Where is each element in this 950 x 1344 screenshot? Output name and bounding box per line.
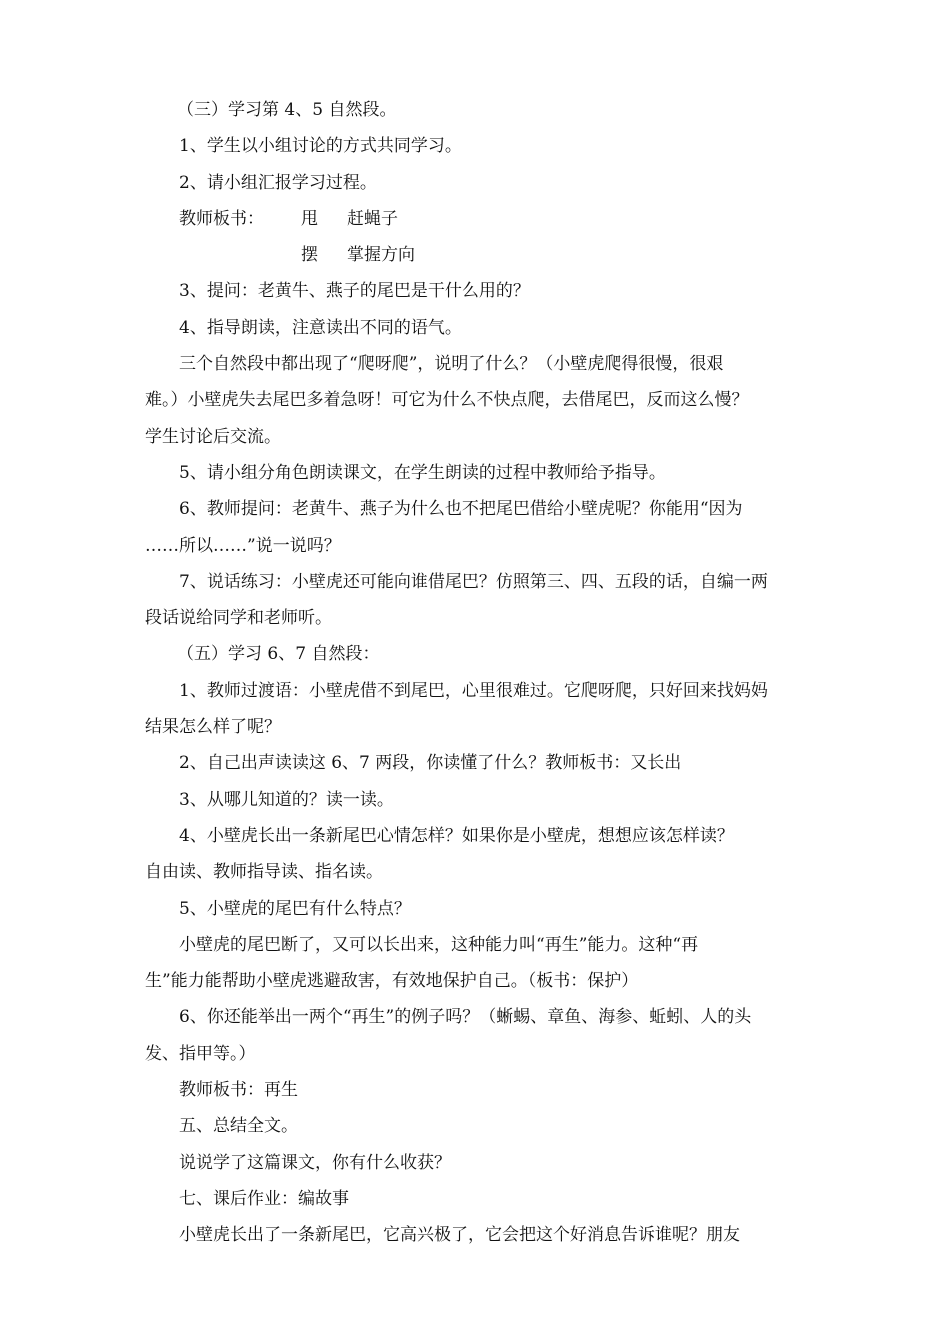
paragraph: 小壁虎的尾巴断了，又可以长出来，这种能力叫“再生”能力。这种“再: [179, 934, 699, 955]
blackboard-label: 教师板书：: [179, 208, 264, 229]
paragraph-continuation: 学生讨论后交流。: [145, 426, 281, 447]
paragraph-continuation: 结果怎么样了呢？: [145, 717, 281, 738]
blackboard-text: 赶蝇子: [347, 208, 398, 229]
paragraph: 教师板书：再生: [179, 1080, 298, 1101]
paragraph: 4、小壁虎长出一条新尾巴心情怎样？如果你是小壁虎，想想应该怎样读？: [179, 825, 734, 846]
paragraph: 5、请小组分角色朗读课文，在学生朗读的过程中教师给予指导。: [179, 462, 666, 483]
paragraph: 5、小壁虎的尾巴有什么特点？: [179, 898, 411, 919]
paragraph: 3、提问：老黄牛、燕子的尾巴是干什么用的？: [179, 281, 530, 302]
blackboard-verb: 甩: [301, 208, 318, 229]
blackboard-verb: 摆: [301, 245, 318, 266]
paragraph-continuation: ……所以……”说一说吗？: [145, 535, 341, 556]
paragraph-continuation: 难。）小壁虎失去尾巴多着急呀！可它为什么不快点爬，去借尾巴，反而这么慢？: [145, 390, 749, 411]
paragraph-continuation: 段话说给同学和老师听。: [145, 608, 332, 629]
paragraph: 6、你还能举出一两个“再生”的例子吗？（蜥蜴、章鱼、海参、蚯蚓、人的头: [179, 1007, 752, 1028]
paragraph: 1、学生以小组讨论的方式共同学习。: [179, 136, 462, 157]
paragraph: 6、教师提问：老黄牛、燕子为什么也不把尾巴借给小壁虎呢？你能用“因为: [179, 499, 743, 520]
paragraph-continuation: 发、指甲等。）: [145, 1043, 256, 1064]
section-heading: （三）学习第 4、5 自然段。: [177, 100, 397, 120]
paragraph: 说说学了这篇课文，你有什么收获？: [179, 1152, 451, 1173]
document-page: [145, 92, 805, 1254]
paragraph: 3、从哪儿知道的？读一读。: [179, 789, 394, 810]
spacer: [335, 201, 347, 237]
section-heading: 五、总结全文。: [179, 1116, 298, 1137]
blackboard-row: [145, 237, 805, 273]
paragraph: 2、请小组汇报学习过程。: [179, 172, 377, 193]
paragraph: 2、自己出声读读这 6、7 两段，你读懂了什么？教师板书：又长出: [179, 753, 682, 774]
section-heading: 七、课后作业：编故事: [179, 1188, 349, 1209]
paragraph-continuation: 自由读、教师指导读、指名读。: [145, 862, 383, 883]
paragraph: 7、说话练习：小壁虎还可能向谁借尾巴？仿照第三、四、五段的话，自编一两: [179, 571, 768, 592]
paragraph: 小壁虎长出了一条新尾巴，它高兴极了，它会把这个好消息告诉谁呢？朋友: [179, 1225, 740, 1246]
paragraph-continuation: 生”能力能帮助小壁虎逃避敌害，有效地保护自己。（板书：保护）: [145, 971, 639, 992]
paragraph: 4、指导朗读，注意读出不同的语气。: [179, 317, 462, 338]
blackboard-row: [145, 201, 805, 237]
section-heading: （五）学习 6、7 自然段：: [177, 644, 380, 665]
paragraph: 1、教师过渡语：小壁虎借不到尾巴，心里很难过。它爬呀爬，只好回来找妈妈: [179, 680, 768, 701]
spacer: [335, 237, 347, 273]
blackboard-text: 掌握方向: [347, 245, 415, 266]
paragraph: 三个自然段中都出现了“爬呀爬”，说明了什么？（小壁虎爬得很慢，很艰: [179, 354, 724, 375]
